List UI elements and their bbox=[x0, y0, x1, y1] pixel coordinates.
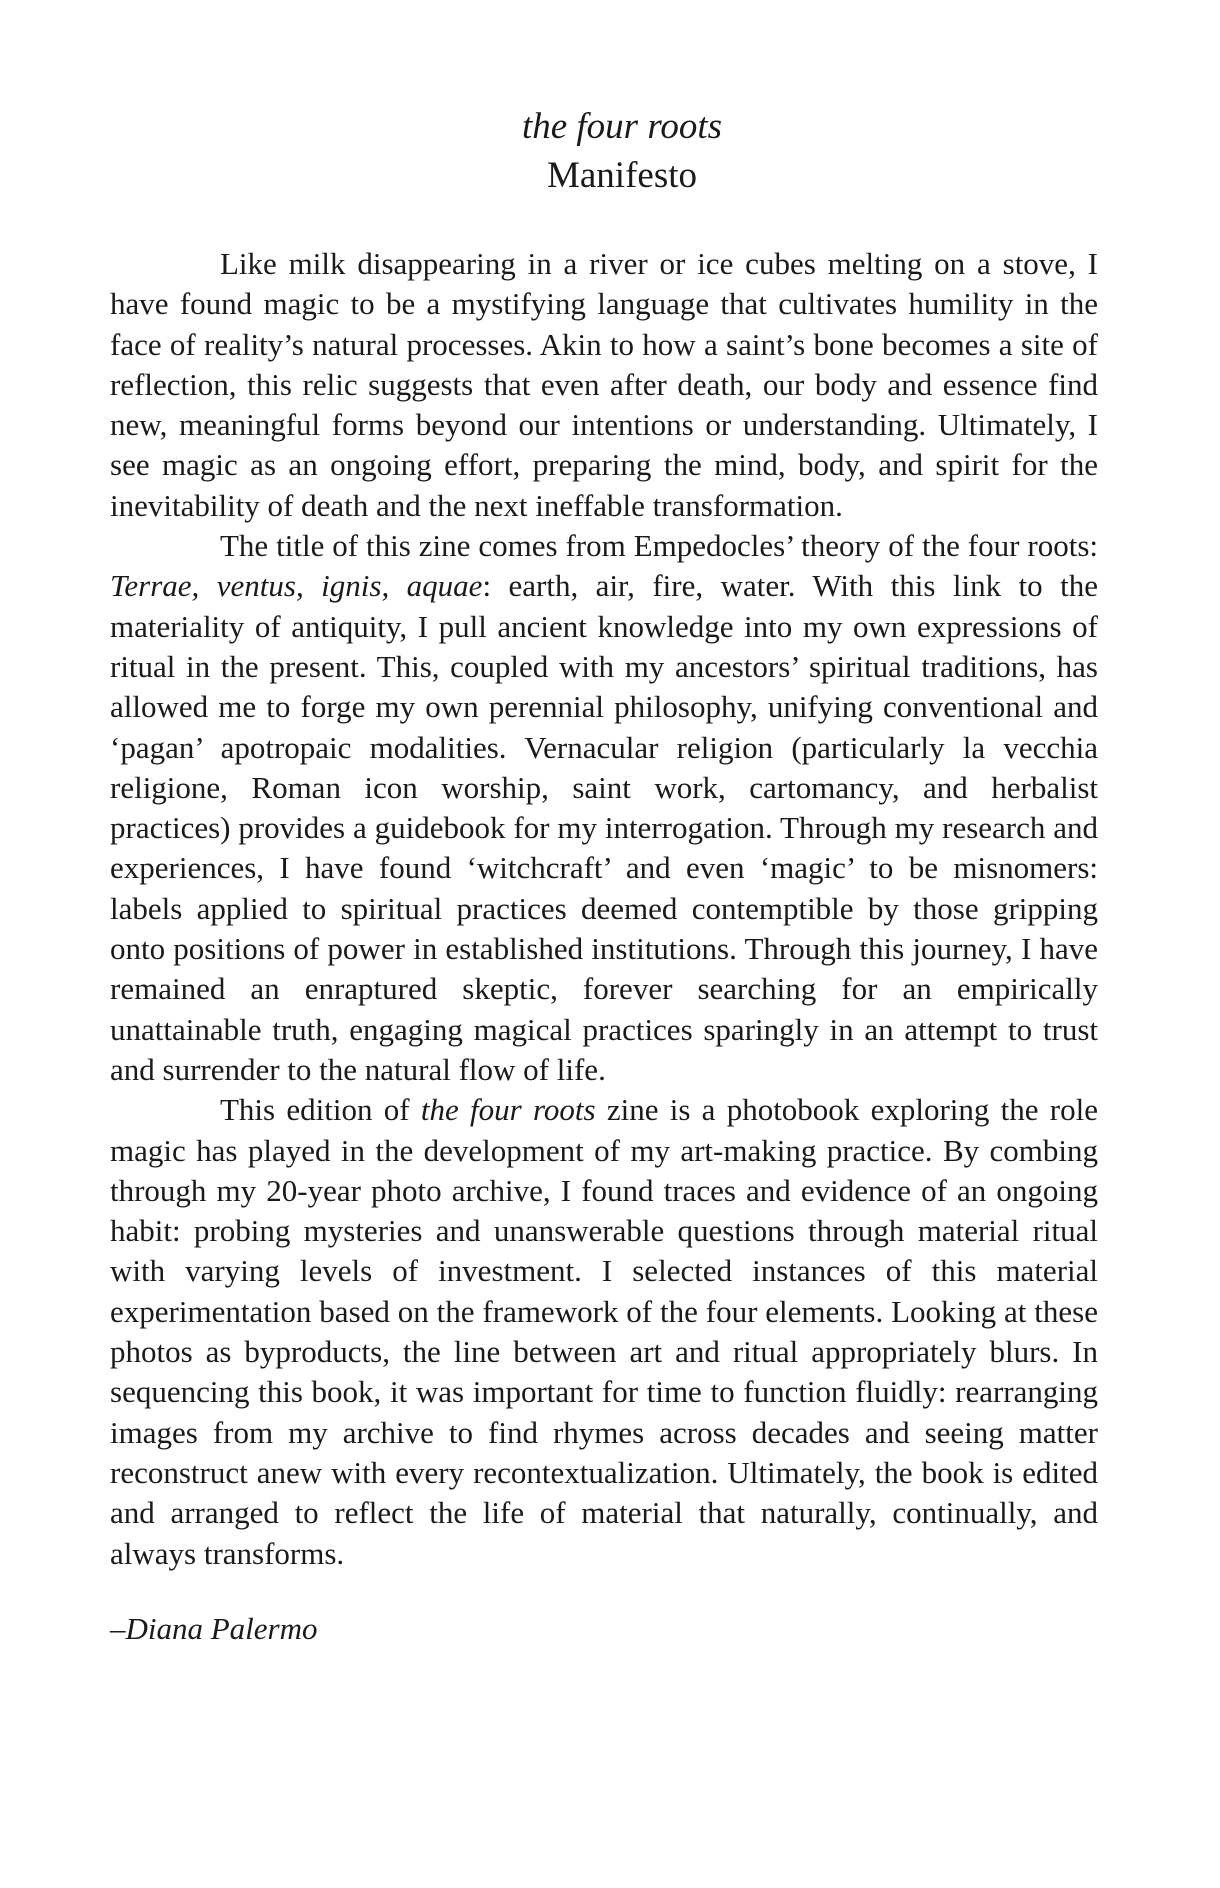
manifesto-body bbox=[110, 244, 1098, 1574]
paragraph-segment: zine is a photobook exploring the role magic has played in the development of my art-making practice. By combing through my 20-year photo archive, I found traces and evidence of an ongoing habit: probing mysteries and unanswerable questions through material ritual with varying levels of investment. I selected instances of this material experimentation based on the framework of the four elements. Looking at these photos as byproducts, the line between art and ritual appropriately blurs. In sequencing this book, it was important for time to function fluidly: rearranging images from my archive to find rhymes across decades and seeing matter reconstruct anew with every recontextualization. Ultimately, the book is edited and arranged to reflect the life of material that naturally, continually, and always transforms. bbox=[110, 1092, 1098, 1571]
paragraph-segment: Like milk disappearing in a river or ice cubes melting on a stove, I have found magic to be a mystifying language that cultivates humility in the face of reality’s natural processes. Akin to how a saint’s bone becomes a site of reflection, this relic suggests that even after death, our body and essence find new, meaningful forms beyond our intentions or understanding. Ultimately, I see magic as an ongoing effort, preparing the mind, body, and spirit for the inevitability of death and the next ineffable transformation. bbox=[110, 246, 1098, 523]
page-header bbox=[146, 104, 1098, 200]
paragraph-3 bbox=[110, 1090, 1098, 1574]
paragraph-1 bbox=[110, 244, 1098, 526]
zine-title-italic: the four roots bbox=[420, 1092, 596, 1128]
zine-title: the four roots bbox=[521, 106, 723, 147]
page-title: Manifesto bbox=[546, 155, 698, 196]
latin-roots-italic: Terrae, ventus, ignis, aquae bbox=[110, 568, 483, 604]
paragraph-segment: This edition of bbox=[220, 1092, 421, 1128]
manifesto-page bbox=[110, 104, 1098, 1649]
paragraph-segment: The title of this zine comes from Empedocles’ theory of the four roots: bbox=[220, 528, 1098, 564]
author-signature: –Diana Palermo bbox=[110, 1610, 318, 1646]
paragraph-segment: : earth, air, fire, water. With this link to the materiality of antiquity, I pull ancient knowledge into my own expressions of ritual in the present. This, coupled with my ancestors’ spiritual traditions, has allowed me to forge my own perennial philosophy, unifying conventional and ‘pagan’ apotropaic modalities. Vernacular religion (particularly la vecchia religione, Roman icon worship, saint work, cartomancy, and herbalist practices) provides a guidebook for my interrogation. Through my research and experiences, I have found ‘witchcraft’ and even ‘magic’ to be misnomers: labels applied to spiritual practices deemed contemptible by those gripping onto positions of power in established institutions. Through this journey, I have remained an enraptured skeptic, forever searching for an empirically unattainable truth, engaging magical practices sparingly in an attempt to trust and surrender to the natural flow of life. bbox=[110, 568, 1098, 1087]
paragraph-2 bbox=[110, 526, 1098, 1090]
